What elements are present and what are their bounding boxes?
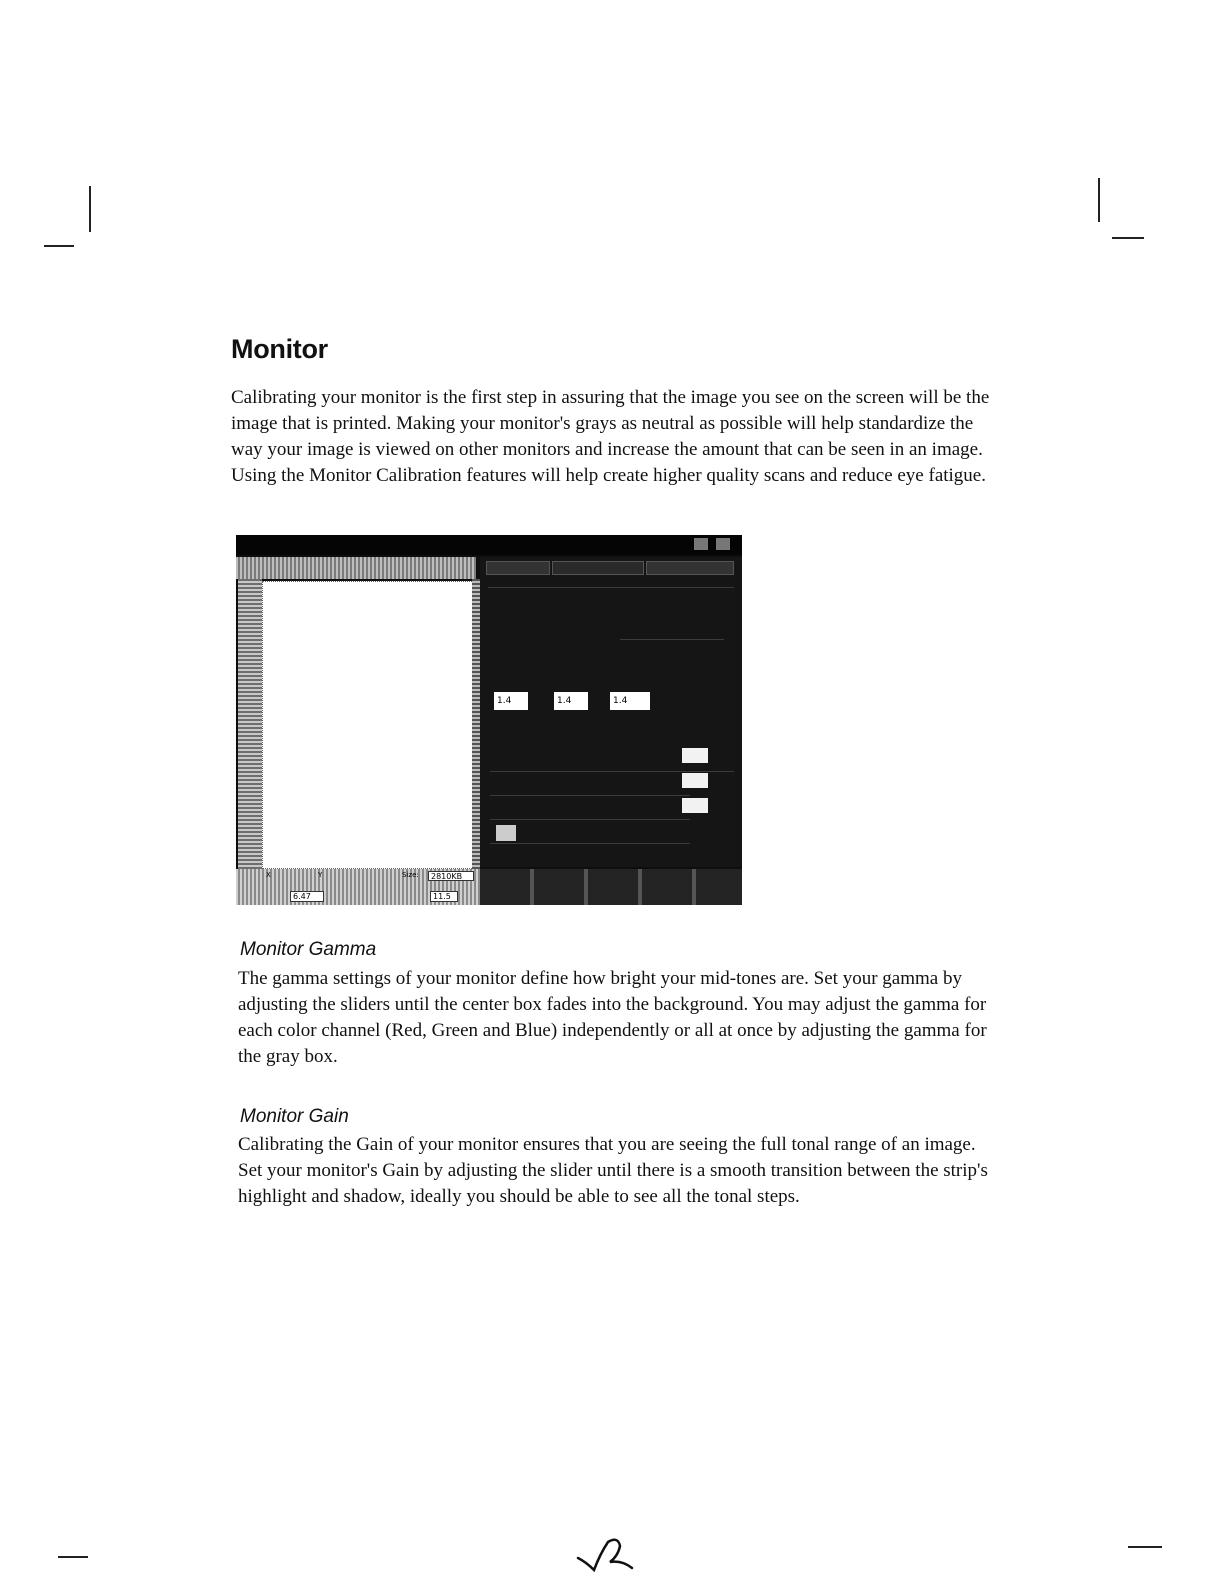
preview-area (262, 581, 474, 869)
page-title: Monitor (231, 334, 328, 364)
panel-divider (490, 819, 690, 820)
gray-swatch (496, 825, 516, 841)
gain-swatch-red (682, 748, 708, 763)
status-size-value: 2810KB (428, 871, 474, 881)
window-titlebar (236, 535, 742, 555)
crop-mark-top-right-horizontal (1112, 237, 1144, 239)
panel-divider (620, 639, 724, 640)
panel-divider (488, 587, 734, 588)
crop-mark-bottom-right-horizontal (1128, 1546, 1162, 1548)
status-x-label: X (266, 871, 271, 879)
monitor-gamma-paragraph: The gamma settings of your monitor define how bright your mid-tones are. Set your gamma by adjusting the sliders until the center box fades into the background. You may adjust the gamma for each color channel (Red, Green and Blue) independently or all at once by adjusting the gamma for the gray box. (238, 968, 987, 1067)
green-gamma-value[interactable]: 1.4 (554, 692, 588, 710)
tab-gain[interactable] (552, 561, 644, 575)
size-field[interactable]: 11.5 (430, 891, 458, 902)
crop-mark-top-left-vertical (89, 186, 91, 232)
crop-mark-top-right-vertical (1098, 178, 1100, 222)
blue-gamma-value[interactable]: 1.4 (610, 692, 650, 710)
action-buttons[interactable] (480, 869, 742, 905)
monitor-gain-heading: Monitor Gain (240, 1106, 349, 1127)
preview-ruler (472, 579, 480, 875)
crop-mark-top-left-horizontal (44, 245, 74, 247)
panel-divider (490, 843, 690, 844)
tool-strip (238, 579, 262, 875)
preview-toolbar (236, 557, 476, 579)
monitor-calibration-screenshot (236, 535, 742, 905)
intro-paragraph: Calibrating your monitor is the first step in assuring that the image you see on the screen will be the image that is printed. Making your monitor's grays as neutral as possible will help standardize the way your image is viewed on other monitors and increase the amount that can be seen in an image. Using the Monitor Calibration features will help create higher quality scans and reduce eye fatigue. (231, 387, 990, 486)
crop-mark-bottom-left-horizontal (58, 1556, 88, 1558)
gain-swatch-blue (682, 798, 708, 813)
panel-divider (490, 771, 734, 772)
panel-divider (490, 795, 690, 796)
monitor-gain-paragraph: Calibrating the Gain of your monitor ensures that you are seeing the full tonal range of an image. Set your monitor's Gain by adjusting the slider until there is a smooth transition between the strip's highlight and shadow, ideally you should be able to see all the tonal steps. (238, 1134, 988, 1207)
tab-options[interactable] (646, 561, 734, 575)
monitor-gamma-heading: Monitor Gamma (240, 939, 377, 960)
gain-swatch-green (682, 773, 708, 788)
calibration-panel (480, 557, 742, 867)
minimize-icon (694, 538, 708, 550)
close-icon (716, 538, 730, 550)
x-coordinate-field[interactable]: 6.47 (290, 891, 324, 902)
red-gamma-value[interactable]: 1.4 (494, 692, 528, 710)
tab-monitor[interactable] (486, 561, 550, 575)
status-size-label: Size: (402, 871, 419, 879)
status-y-label: Y (318, 871, 323, 879)
status-bar (236, 869, 480, 905)
handwritten-page-mark (574, 1532, 638, 1572)
